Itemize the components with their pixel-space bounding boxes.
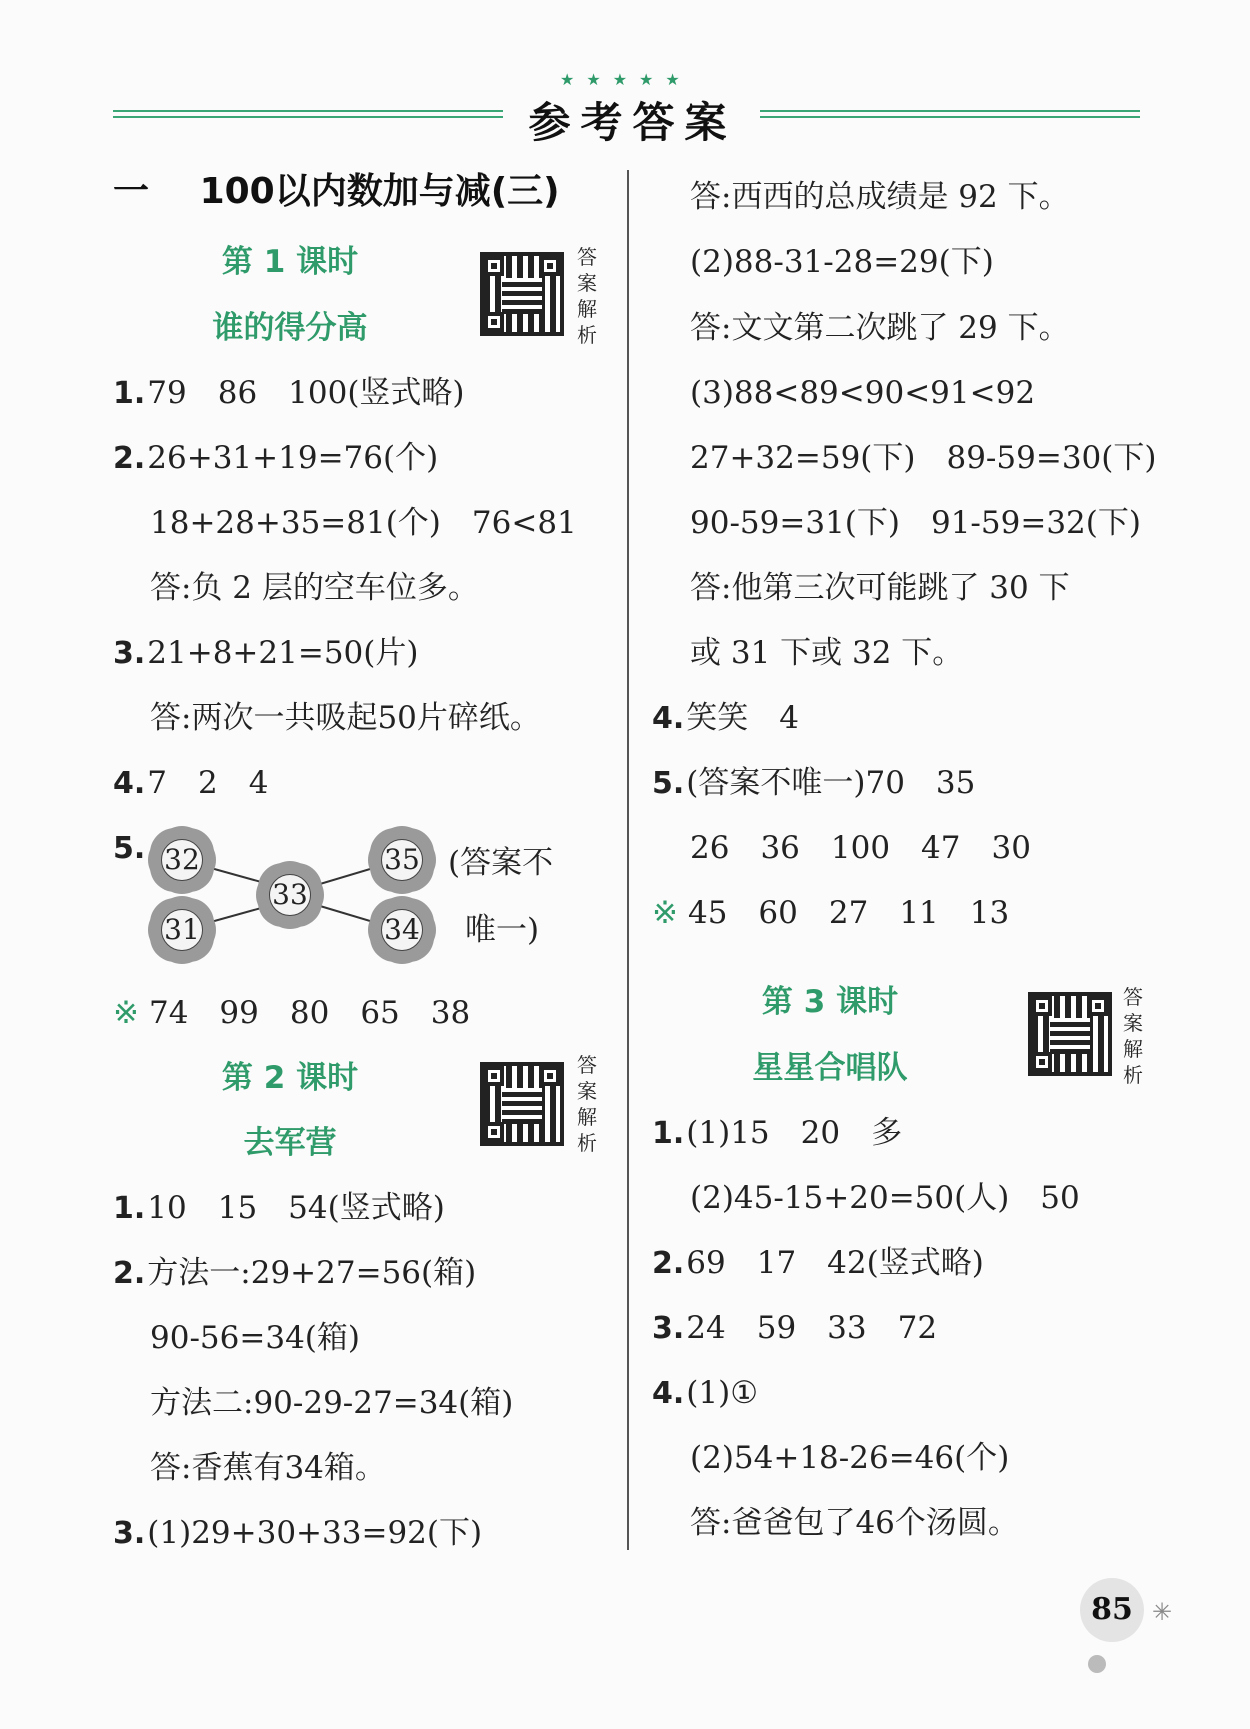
flower-35: 35 xyxy=(375,833,429,887)
l3-q1-line2: (2)45-15+20=50(人) 50 xyxy=(690,1180,1080,1216)
l1-q2: 2.26+31+19=76(个) xyxy=(113,440,439,476)
r-q5-line2: 26 36 100 47 30 xyxy=(690,830,1031,866)
dot-deco-icon xyxy=(1088,1655,1106,1673)
page-number: 85 xyxy=(1080,1578,1144,1642)
l2-q2-line2: 90-56=34(箱) xyxy=(150,1320,360,1356)
flower-34: 34 xyxy=(375,903,429,957)
lesson1-subtitle: 谁的得分高 xyxy=(212,310,368,346)
r-cont-5: 90-59=31(下) 91-59=32(下) xyxy=(690,505,1141,541)
r-cont-2: 答:文文第二次跳了 29 下。 xyxy=(690,310,1070,346)
page-title: 参考答案 xyxy=(528,98,737,147)
header-stars: ★★★★★ xyxy=(560,70,692,89)
lesson3-title: 第 3 课时 xyxy=(761,984,899,1020)
l1-q2-line2: 18+28+35=81(个) 76<81 xyxy=(150,505,577,541)
chapter-title: 100以内数加与减(三) xyxy=(199,171,560,212)
qr-label-lesson2: 答 案 解 析 xyxy=(577,1053,597,1155)
l1-q5-note1: (答案不 xyxy=(448,845,554,881)
flower-31: 31 xyxy=(155,903,209,957)
lesson1-title: 第 1 课时 xyxy=(221,244,359,280)
header-rule-right xyxy=(760,110,1140,120)
l2-q2-line3: 方法二:90-29-27=34(箱) xyxy=(150,1385,514,1421)
lesson3-subtitle: 星星合唱队 xyxy=(752,1050,908,1086)
l3-q1: 1.(1)15 20 多 xyxy=(652,1115,903,1151)
l3-q4-line2: (2)54+18-26=46(个) xyxy=(690,1440,1010,1476)
l3-q2: 2.69 17 42(竖式略) xyxy=(652,1245,984,1281)
r-cont-7: 或 31 下或 32 下。 xyxy=(690,635,964,671)
lesson2-subtitle: 去军营 xyxy=(243,1125,337,1161)
l1-extra: ※ 74 99 80 65 38 xyxy=(113,995,471,1031)
qr-code-lesson2[interactable] xyxy=(480,1062,564,1146)
qr-label-lesson3: 答 案 解 析 xyxy=(1123,985,1143,1087)
qr-code-lesson3[interactable] xyxy=(1028,992,1112,1076)
l1-q1: 1.79 86 100(竖式略) xyxy=(113,375,465,411)
header-rule-left xyxy=(113,110,503,120)
flower-33: 33 xyxy=(263,868,317,922)
lesson2-title: 第 2 课时 xyxy=(221,1060,359,1096)
r-q4: 4.笑笑 4 xyxy=(652,700,800,736)
l3-q4: 4.(1)① xyxy=(652,1375,758,1411)
qr-label-lesson1: 答 案 解 析 xyxy=(577,245,597,347)
l1-q2-answer: 答:负 2 层的空车位多。 xyxy=(150,570,479,606)
l3-q4-answer: 答:爸爸包了46个汤圆。 xyxy=(690,1505,1019,1541)
r-cont-4: 27+32=59(下) 89-59=30(下) xyxy=(690,440,1157,476)
l1-q3: 3.21+8+21=50(片) xyxy=(113,635,419,671)
l2-q2-answer: 答:香蕉有34箱。 xyxy=(150,1450,386,1486)
qr-code-lesson1[interactable] xyxy=(480,252,564,336)
r-cont-6: 答:他第三次可能跳了 30 下 xyxy=(690,570,1070,606)
l1-q5-note2: 唯一) xyxy=(465,912,540,948)
star-deco-icon: ✳ xyxy=(1152,1598,1173,1626)
r-extra: ※ 45 60 27 11 13 xyxy=(652,895,1010,931)
l1-q3-answer: 答:两次一共吸起50片碎纸。 xyxy=(150,700,541,736)
l2-q2: 2.方法一:29+27=56(箱) xyxy=(113,1255,477,1291)
r-cont-0: 答:西西的总成绩是 92 下。 xyxy=(690,179,1070,215)
l1-q5-number: 5. xyxy=(113,831,146,866)
l3-q3: 3.24 59 33 72 xyxy=(652,1310,938,1346)
r-cont-1: (2)88-31-28=29(下) xyxy=(690,244,994,280)
chapter-number: 一 xyxy=(113,171,150,212)
chapter-heading xyxy=(113,172,560,212)
l2-q1: 1.10 15 54(竖式略) xyxy=(113,1190,445,1226)
flower-32: 32 xyxy=(155,833,209,887)
r-cont-3: (3)88<89<90<91<92 xyxy=(690,375,1036,411)
column-divider xyxy=(627,170,629,1550)
l1-q4: 4.7 2 4 xyxy=(113,765,269,801)
r-q5: 5.(答案不唯一)70 35 xyxy=(652,765,976,801)
l2-q3: 3.(1)29+30+33=92(下) xyxy=(113,1515,483,1551)
